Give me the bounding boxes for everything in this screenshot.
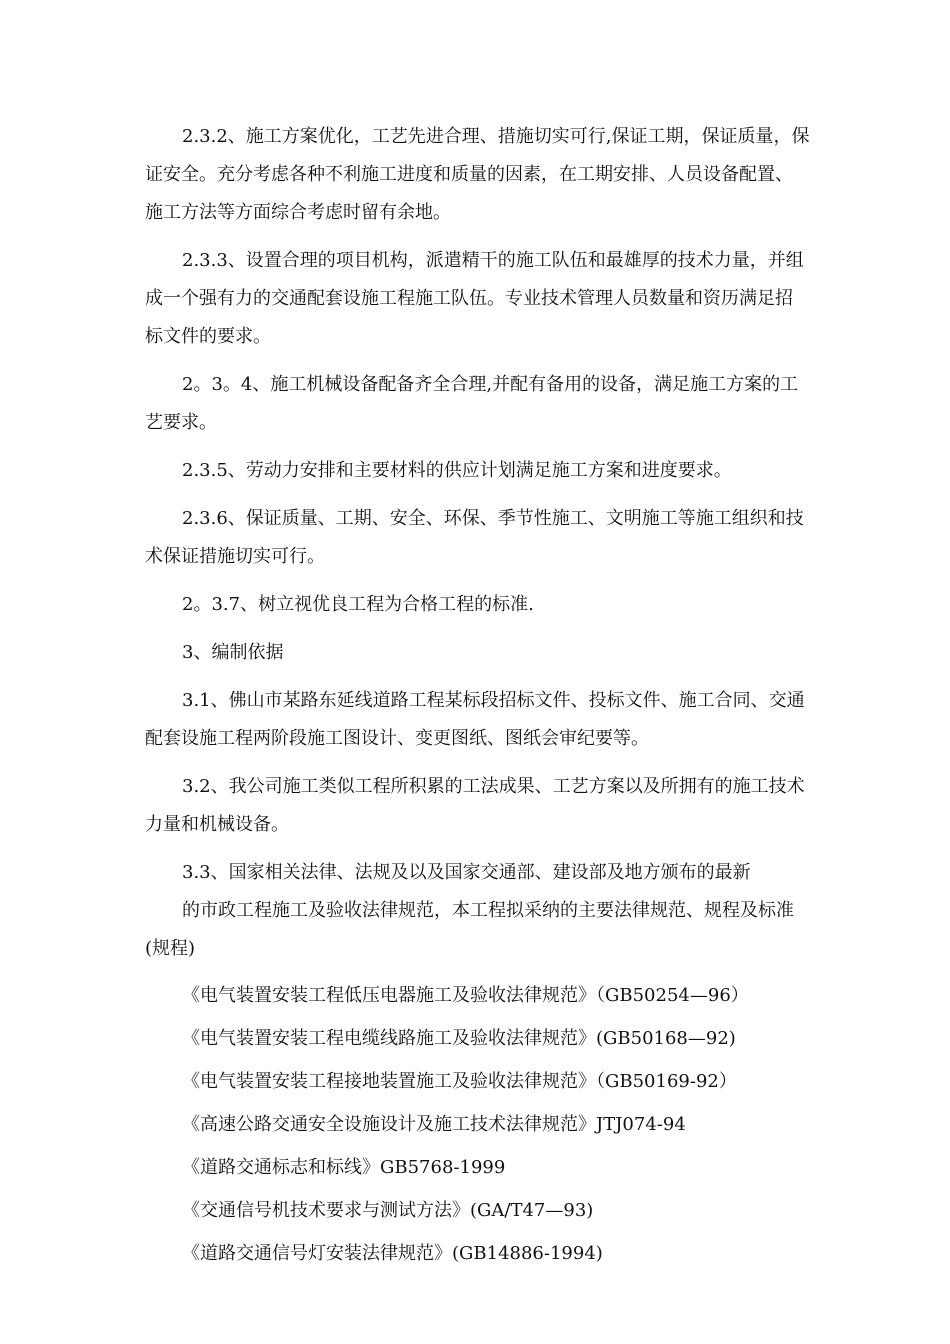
paragraph-2-3-5: 2.3.5、劳动力安排和主要材料的供应计划满足施工方案和进度要求。 bbox=[182, 460, 732, 481]
reference-item: 《道路交通信号灯安装法律规范》(GB14886-1994) bbox=[182, 1243, 603, 1264]
reference-item: 《电气装置安装工程接地装置施工及验收法律规范》（GB50169-92） bbox=[182, 1071, 737, 1092]
paragraph-3-3-continued: 的市政工程施工及验收法律规范，本工程拟采纳的主要法律规范、规程及标准(规程) bbox=[145, 900, 794, 959]
paragraph-2-3-7: 2。3.7、树立视优良工程为合格工程的标准. bbox=[182, 594, 534, 615]
reference-list bbox=[145, 984, 810, 1266]
section-heading-3: 3、编制依据 bbox=[182, 642, 284, 663]
reference-item: 《高速公路交通安全设施设计及施工技术法律规范》JTJ074-94 bbox=[182, 1114, 686, 1135]
paragraph-2-3-3: 2.3.3、设置合理的项目机构，派遣精干的施工队伍和最雄厚的技术力量，并组成一个强有力的交通配套设施工程施工队伍。专业技术管理人员数量和资历满足招标文件的要求。 bbox=[145, 250, 804, 347]
reference-item: 《道路交通标志和标线》GB5768-1999 bbox=[182, 1157, 506, 1178]
paragraph-2-3-2: 2.3.2、施工方案优化，工艺先进合理、措施切实可行,保证工期，保证质量，保证安全。充分考虑各种不利施工进度和质量的因素，在工期安排、人员设备配置、施工方法等方面综合考虑时留有余地。 bbox=[145, 126, 810, 223]
reference-item: 《电气装置安装工程电缆线路施工及验收法律规范》(GB50168—92) bbox=[182, 1028, 736, 1049]
paragraph-3-1: 3.1、佛山市某路东延线道路工程某标段招标文件、投标文件、施工合同、交通配套设施工程两阶段施工图设计、变更图纸、图纸会审纪要等。 bbox=[145, 690, 805, 749]
paragraph-3-3: 3.3、国家相关法律、法规及以及国家交通部、建设部及地方颁布的最新 bbox=[182, 862, 751, 883]
paragraph-2-3-6: 2.3.6、保证质量、工期、安全、环保、季节性施工、文明施工等施工组织和技术保证措施切实可行。 bbox=[145, 508, 804, 567]
reference-item: 《交通信号机技术要求与测试方法》(GA/T47—93) bbox=[182, 1200, 594, 1221]
paragraph-2-3-4: 2。3。4、施工机械设备配备齐全合理,并配有备用的设备，满足施工方案的工艺要求。 bbox=[145, 374, 799, 433]
paragraph-3-2: 3.2、我公司施工类似工程所积累的工法成果、工艺方案以及所拥有的施工技术力量和机械设备。 bbox=[145, 776, 805, 835]
document-body bbox=[145, 118, 810, 1285]
reference-item: 《电气装置安装工程低压电器施工及验收法律规范》（GB50254—96） bbox=[182, 985, 749, 1006]
